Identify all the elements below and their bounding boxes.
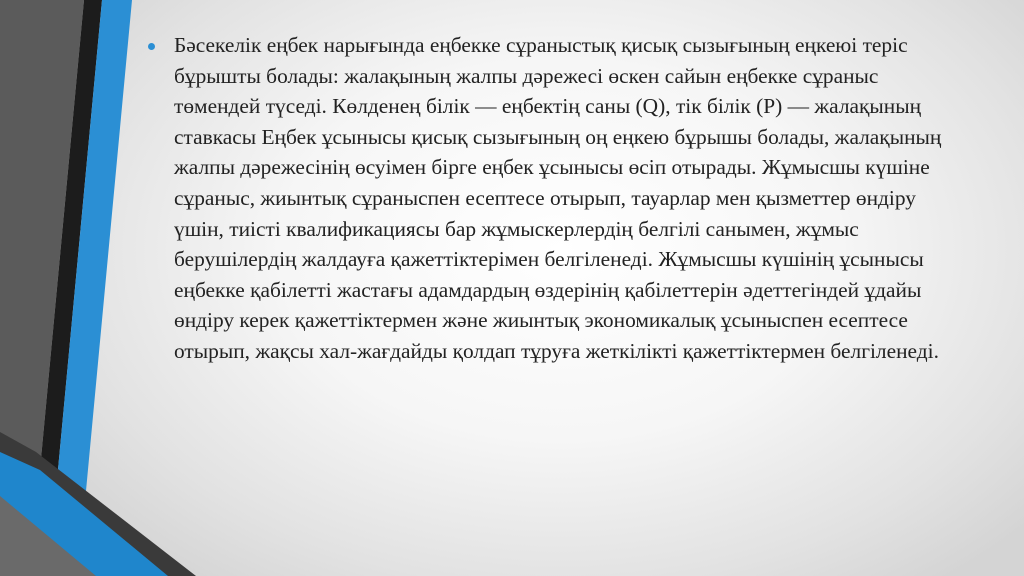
bullet-item: [148, 30, 948, 367]
content-list: [148, 30, 948, 367]
bullet-dot-icon: [148, 43, 155, 50]
bullet-text: Бәсекелік еңбек нарығында еңбекке сұраныстық қисық сызығының еңкеюі теріс бұрышты болады: жалақының жалпы дәрежесі өскен сайын еңбекке сұраныс төмендей түседі. Көлденең білік — еңбектің саны (Q), тік білік (Р) — жалақының ставкасы Еңбек ұсынысы қисық сызығының оң еңкею бұрышы болады, жалақының жалпы дәрежесінің өсуімен бірге еңбек ұсынысы өсіп отырады. Жұмысшы күшіне сұраныс, жиынтық сұраныспен есептесе отырып, тауарлар мен қызметтер өндіру үшін, тиісті квалификациясы бар жұмыскерлердің белгілі санымен, жұмыс берушілердің жалдауға қажеттіктерімен белгіленеді. Жұмысшы күшінің ұсынысы еңбекке қабілетті жастағы адамдардың өздерінің қабілеттерін әдеттегіндей ұдайы өндіру керек қажеттіктермен және жиынтық экономикалық ұсыныспен есептесе отырып, жақсы хал-жағдайды қолдап тұруға жеткілікті қажеттіктермен белгіленеді.: [174, 33, 942, 363]
